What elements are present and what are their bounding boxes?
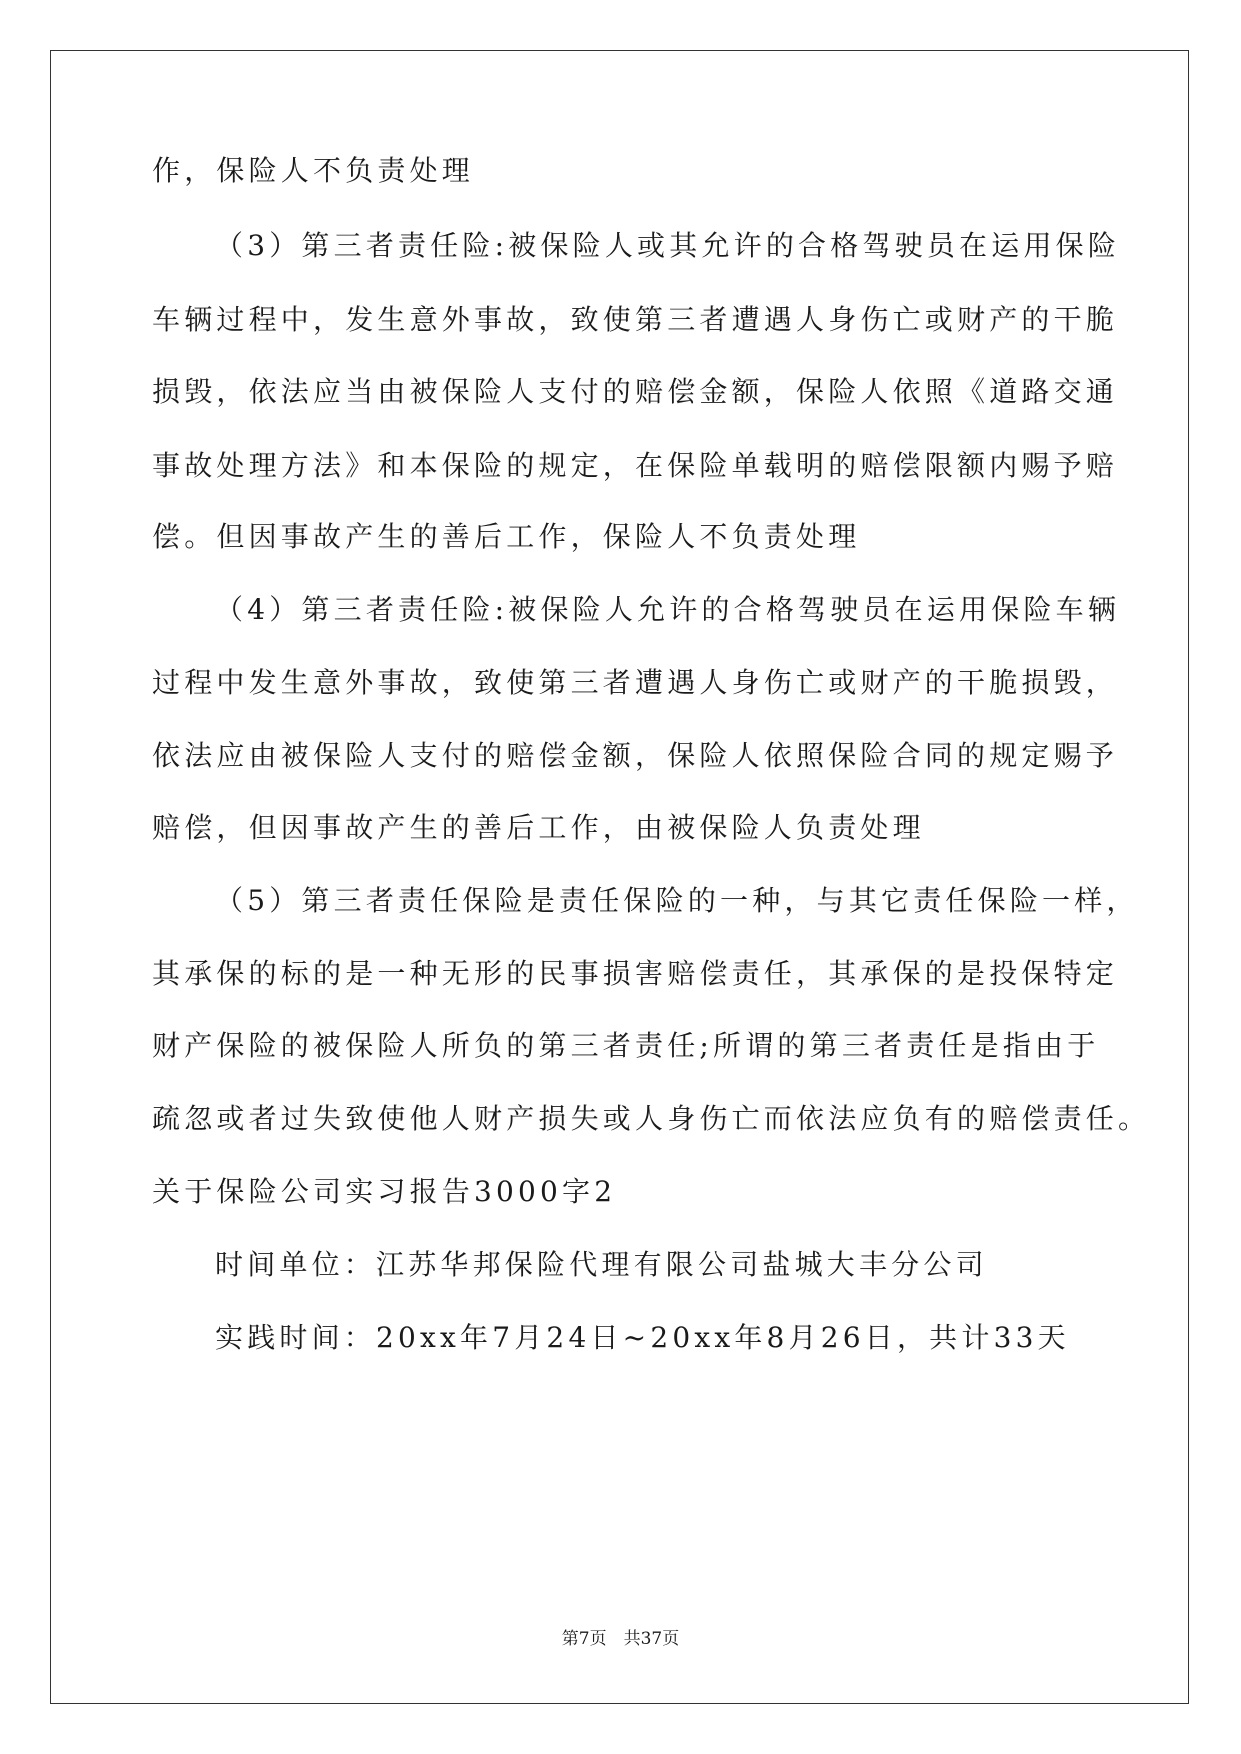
text-line: 车辆过程中，发生意外事故，致使第三者遭遇人身伤亡或财产的干脆 (152, 303, 1119, 336)
text-line: 过程中发生意外事故，致使第三者遭遇人身伤亡或财产的干脆损毁， (152, 666, 1119, 699)
page-number-footer: 第7页 共37页 (561, 1629, 680, 1649)
text-line: 事故处理方法》和本保险的规定，在保险单载明的赔偿限额内赐予赔 (152, 449, 1119, 482)
paragraph-4-start: （4）第三者责任险:被保险人允许的合格驾驶员在运用保险车辆 (215, 593, 1121, 626)
text-line: 财产保险的被保险人所负的第三者责任;所谓的第三者责任是指由于 (152, 1029, 1100, 1062)
internship-period: 实践时间：20xx年7月24日~20xx年8月26日，共计33天 (215, 1321, 1070, 1354)
paragraph-3-start: （3）第三者责任险:被保险人或其允许的合格驾驶员在运用保险 (215, 229, 1121, 262)
paragraph-5-start: （5）第三者责任保险是责任保险的一种，与其它责任保险一样， (215, 884, 1139, 917)
text-line: 偿。但因事故产生的善后工作，保险人不负责处理 (152, 520, 861, 553)
text-line: 损毁，依法应当由被保险人支付的赔偿金额，保险人依照《道路交通 (152, 375, 1119, 408)
text-line: 其承保的标的是一种无形的民事损害赔偿责任，其承保的是投保特定 (152, 957, 1119, 990)
section-heading: 关于保险公司实习报告3000字2 (152, 1175, 617, 1208)
text-line: 赔偿，但因事故产生的善后工作，由被保险人负责处理 (152, 811, 925, 844)
text-line: 作，保险人不负责处理 (152, 154, 475, 187)
text-line: 依法应由被保险人支付的赔偿金额，保险人依照保险合同的规定赐予 (152, 739, 1119, 772)
text-line: 疏忽或者过失致使他人财产损失或人身伤亡而依法应负有的赔偿责任。 (152, 1102, 1151, 1135)
internship-unit: 时间单位：江苏华邦保险代理有限公司盐城大丰分公司 (215, 1248, 988, 1281)
page-border (50, 50, 1189, 1704)
